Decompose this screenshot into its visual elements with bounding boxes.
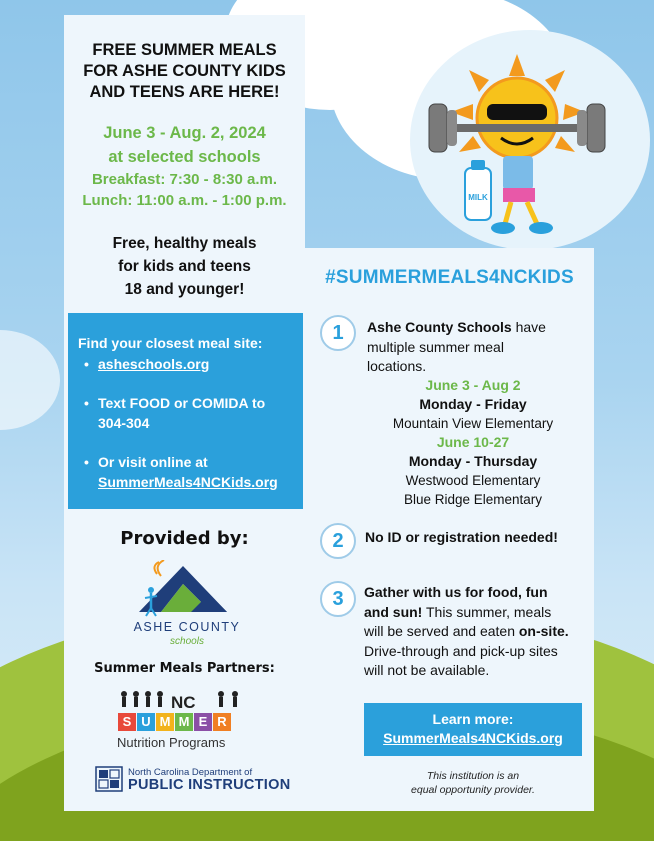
step-1-line: multiple summer meal (367, 338, 504, 355)
step-1-line: locations. (367, 358, 427, 374)
find-meal-site-box (68, 313, 303, 509)
date-range (64, 121, 305, 169)
location-text: at selected schools (108, 148, 261, 166)
dpi-seal-icon (95, 766, 123, 792)
list-item (78, 354, 293, 374)
text-number: 304-304 (98, 415, 150, 431)
step-3-line: will not be available. (364, 662, 490, 678)
find-list (78, 354, 293, 492)
step-2-text (365, 528, 590, 548)
step-3-line: Drive-through and pick-up sites (364, 642, 558, 659)
equal-line: This institution is an (426, 770, 520, 782)
step-3-rest: will be served and eaten (364, 623, 519, 639)
headline-line: AND TEENS ARE HERE! (89, 83, 280, 101)
hashtag: #SUMMERMEALS4NCKIDS (325, 267, 574, 288)
dpi-small-text: North Carolina Department of (128, 767, 253, 778)
learn-more-box (364, 703, 582, 756)
learn-more-label: Learn more: (432, 711, 514, 727)
breakfast-time: Breakfast: 7:30 - 8:30 a.m. (91, 171, 278, 188)
summer-letter: R (213, 713, 231, 731)
dpi-big-text: PUBLIC INSTRUCTION (128, 777, 291, 793)
ashe-county-schools-logo (131, 560, 243, 652)
step-3-line (364, 622, 590, 642)
step-number: 3 (320, 581, 356, 617)
ashe-logo-sub: schools (170, 636, 204, 647)
partners-label: Summer Meals Partners: (94, 661, 275, 676)
summer-letter: M (156, 713, 174, 731)
eligibility (64, 232, 305, 301)
school-name: Blue Ridge Elementary (403, 492, 543, 507)
summer-letter: E (194, 713, 212, 731)
summer-letter: S (118, 713, 136, 731)
step-1-rest: have (511, 319, 546, 335)
summer-letter: M (175, 713, 193, 731)
eligibility-line: Free, healthy meals (112, 235, 257, 252)
learn-more-link[interactable]: SummerMeals4NCKids.org (383, 730, 563, 746)
asheschools-link[interactable]: asheschools.org (98, 356, 210, 372)
schedule-date: June 3 - Aug 2 (425, 377, 521, 393)
step-3-bold: and sun! (364, 603, 423, 620)
nc-subtitle: Nutrition Programs (117, 735, 226, 750)
headline-line: FOR ASHE COUNTY KIDS (83, 62, 286, 80)
kids-silhouette-icon (118, 690, 178, 712)
headline (64, 40, 305, 103)
step-2-bold: No ID or registration needed! (365, 529, 558, 545)
provided-by-label: Provided by: (120, 528, 249, 549)
equal-opportunity-statement (365, 769, 581, 797)
meal-times (64, 169, 305, 211)
sun-mascot-illustration (425, 48, 610, 238)
summermeals-link[interactable]: SummerMeals4NCKids.org (98, 474, 278, 490)
visit-online-label: • Or visit online at (98, 454, 208, 470)
list-item (78, 393, 293, 433)
step-1-line (367, 318, 587, 338)
schedule-days: Monday - Thursday (408, 453, 538, 469)
step-1-bold: Ashe County Schools (367, 319, 512, 335)
step-3-bold: on-site. (518, 623, 569, 639)
milk-label: MILK (468, 193, 488, 202)
step-1-intro (367, 318, 587, 377)
schedule-days: Monday - Friday (419, 396, 527, 412)
find-title: Find your closest meal site: (78, 335, 263, 351)
list-item (78, 452, 293, 492)
schedule-date: June 10-27 (436, 434, 510, 450)
lunch-time: Lunch: 11:00 a.m. - 1:00 p.m. (82, 192, 287, 209)
step-3-text (364, 583, 590, 681)
step-number: 2 (320, 523, 356, 559)
step-1-schedule (360, 376, 586, 509)
text-instruction: • Text FOOD or COMIDA to (98, 395, 266, 411)
cloud (0, 330, 60, 430)
school-name: Mountain View Elementary (392, 416, 554, 431)
eligibility-line: 18 and younger! (124, 281, 245, 298)
kids-silhouette-icon (213, 690, 253, 712)
step-3-line (364, 583, 590, 603)
nc-title: NC (171, 693, 196, 712)
date-range-text: June 3 - Aug. 2, 2024 (103, 124, 266, 142)
step-3-rest: This summer, meals (422, 603, 552, 620)
ashe-logo-text: ASHE COUNTY (133, 620, 241, 634)
summer-letters (118, 713, 231, 731)
equal-line: equal opportunity provider. (411, 784, 535, 796)
step-3-line (364, 603, 590, 623)
school-name: Westwood Elementary (405, 473, 541, 488)
eligibility-line: for kids and teens (118, 258, 251, 275)
summer-letter: U (137, 713, 155, 731)
step-number: 1 (320, 315, 356, 351)
headline-line: FREE SUMMER MEALS (92, 41, 277, 59)
step-3-bold: Gather with us for food, fun (364, 584, 548, 600)
